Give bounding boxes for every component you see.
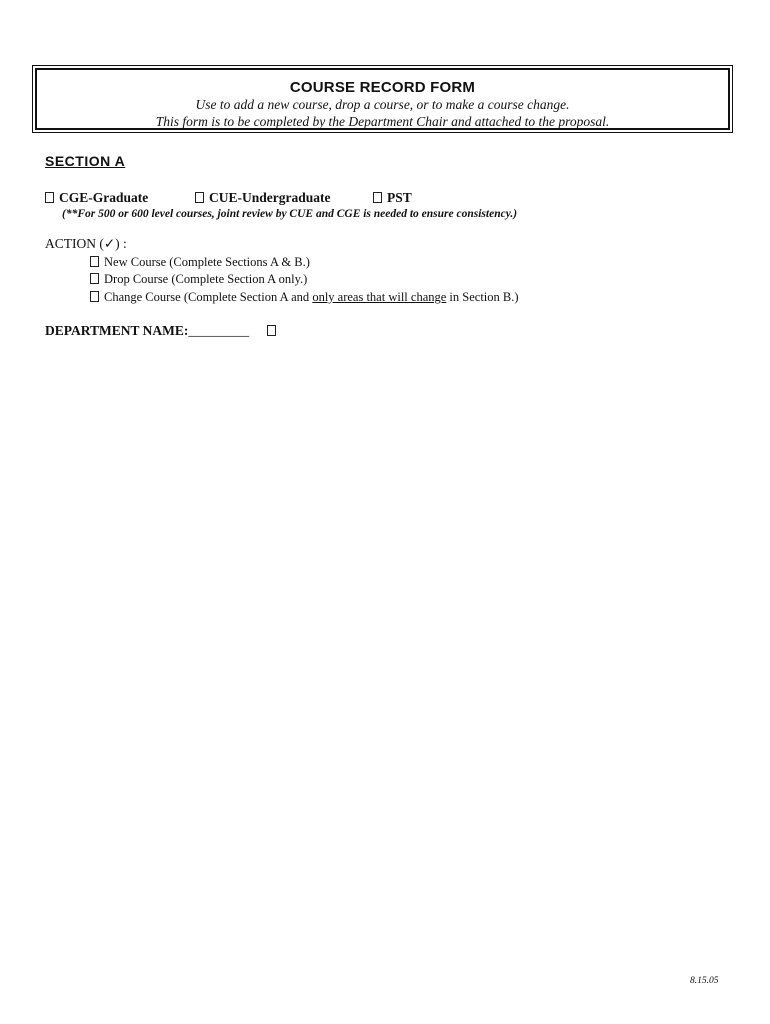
action-option-new-course[interactable] — [90, 255, 310, 270]
action-option-change-course[interactable] — [90, 290, 519, 305]
action-option-label-start: Change Course (Complete Section A and — [104, 290, 313, 304]
form-subtitle-line-1: Use to add a new course, drop a course, or to make a course change. — [195, 97, 570, 112]
action-option-label: Drop Course (Complete Section A only.) — [104, 272, 308, 286]
department-name-row — [45, 323, 281, 339]
checkbox-icon[interactable] — [373, 192, 382, 203]
checkbox-icon[interactable] — [90, 273, 99, 284]
checkbox-icon[interactable] — [195, 192, 204, 203]
program-label-cue-undergraduate: CUE-Undergraduate — [209, 190, 331, 205]
action-label: ACTION (✓) : — [45, 236, 127, 251]
program-option-pst[interactable] — [373, 190, 412, 206]
checkbox-icon[interactable] — [90, 291, 99, 302]
form-subtitle-line-2: This form is to be completed by the Department Chair and attached to the proposal. — [155, 114, 610, 129]
action-option-label: New Course (Complete Sections A & B.) — [104, 255, 310, 269]
checkbox-icon[interactable] — [90, 256, 99, 267]
department-checkbox-icon[interactable] — [267, 325, 276, 336]
checkbox-icon[interactable] — [45, 192, 54, 203]
revision-date: 8.15.05 — [690, 976, 719, 986]
joint-review-note: (**For 500 or 600 level courses, joint review by CUE and CGE is needed to ensure consistency.) — [62, 208, 518, 220]
program-label-cge-graduate: CGE-Graduate — [59, 190, 149, 205]
program-label-pst: PST — [387, 190, 412, 205]
program-option-cge-graduate[interactable] — [45, 190, 148, 206]
action-option-label-emphasis: only areas that will change — [312, 290, 447, 304]
program-option-cue-undergraduate[interactable] — [195, 190, 331, 206]
section-a-heading: SECTION A — [45, 153, 126, 169]
action-option-label-end: in Section B.) — [446, 290, 519, 304]
department-name-label: DEPARTMENT NAME: — [45, 323, 189, 338]
form-title: COURSE RECORD FORM — [289, 79, 476, 96]
action-option-drop-course[interactable] — [90, 272, 307, 287]
form-header-box — [35, 68, 730, 130]
department-name-field[interactable]: _________ — [188, 323, 250, 338]
